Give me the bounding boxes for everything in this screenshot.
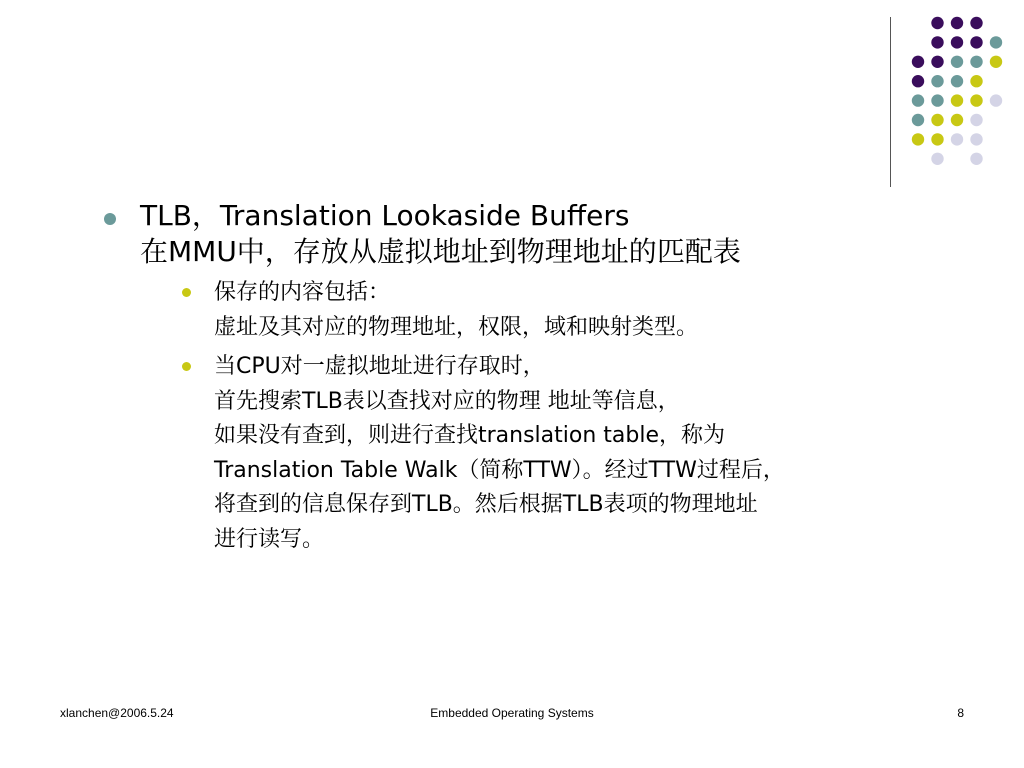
decorative-dot [951, 36, 963, 48]
decorative-dot [970, 153, 982, 165]
decorative-dot [951, 114, 963, 126]
bullet-dot-icon [104, 213, 116, 225]
decorative-dot [931, 56, 943, 68]
decorative-dot [951, 94, 963, 106]
sub-bullet-line: 将查到的信息保存到TLB。然后根据TLB表项的物理地址 [214, 492, 758, 517]
decorative-dot [951, 75, 963, 87]
footer-course-title: Embedded Operating Systems [430, 706, 594, 720]
sub-bullet-access-process [140, 350, 1000, 557]
decorative-dot [912, 94, 924, 106]
sub-bullet-line: 保存的内容包括： [214, 280, 391, 305]
decorative-dot [912, 56, 924, 68]
decorative-dot [931, 153, 943, 165]
decorative-dot [931, 36, 943, 48]
decorative-dot [931, 114, 943, 126]
decorative-dot [951, 56, 963, 68]
footer-page-number: 8 [957, 706, 964, 720]
decorative-dot [931, 17, 943, 29]
sub-bullet-line: 首先搜索TLB表以查找对应的物理 地址等信息， [214, 388, 680, 414]
decorative-dot [912, 133, 924, 145]
decorative-dot [990, 94, 1002, 106]
decorative-dot [931, 133, 943, 145]
decorative-dot [970, 114, 982, 126]
decorative-dot [970, 56, 982, 68]
decorative-dot-grid [0, 0, 1024, 200]
decorative-dot [912, 114, 924, 126]
decorative-vertical-line [890, 17, 891, 187]
decorative-dot [912, 75, 924, 87]
sub-bullet-contents [140, 276, 1000, 345]
slide-body [100, 198, 1000, 562]
decorative-dot [990, 36, 1002, 48]
decorative-dot [931, 94, 943, 106]
decorative-dot [990, 56, 1002, 68]
sub-bullet-line: 虚址及其对应的物理地址，权限，域和映射类型。 [214, 314, 699, 340]
decorative-dot [970, 75, 982, 87]
decorative-dot [970, 17, 982, 29]
decorative-dot [951, 17, 963, 29]
decorative-dot [970, 36, 982, 48]
bullet-tlb-definition [100, 198, 1000, 557]
sub-bullet-dot-icon [182, 362, 191, 371]
decorative-dot [970, 133, 982, 145]
sub-bullet-dot-icon [182, 288, 191, 297]
bullet-line: 在MMU中，存放从虚拟地址到物理地址的匹配表 [140, 235, 741, 268]
sub-bullet-line: Translation Table Walk（简称TTW）。经过TTW过程后， [214, 457, 785, 483]
sub-bullet-line: 进行读写。 [214, 526, 325, 552]
bullet-line: TLB，Translation Lookaside Buffers [140, 199, 630, 232]
sub-bullet-line: 如果没有查到，则进行查找translation table，称为 [214, 423, 726, 448]
footer-author-date: xlanchen@2006.5.24 [60, 706, 174, 720]
decorative-dot [931, 75, 943, 87]
decorative-dot [970, 94, 982, 106]
sub-bullet-line: 当CPU对一虚拟地址进行存取时， [214, 354, 545, 379]
sub-bullet-list [140, 276, 1000, 557]
decorative-dot [951, 133, 963, 145]
